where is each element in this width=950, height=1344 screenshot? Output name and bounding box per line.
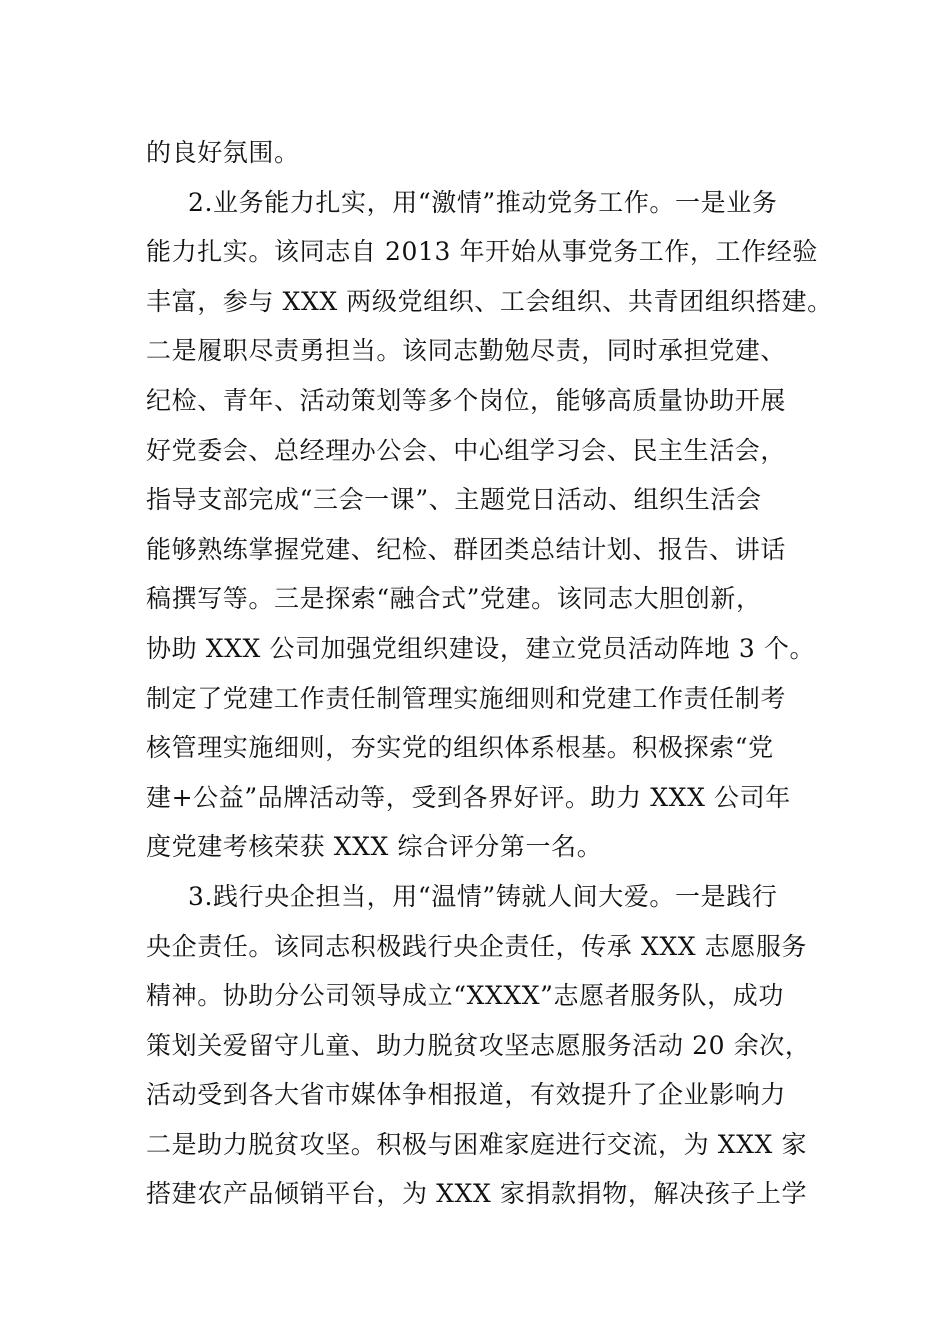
text-line: 核管理实施细则，夯实党的组织体系根基。积极探索“党: [146, 733, 774, 763]
text-line: 活动受到各大省市媒体争相报道，有效提升了企业影响力: [146, 1080, 787, 1110]
text-line: 策划关爱留守儿童、助力脱贫攻坚志愿服务活动 20 余次，: [146, 1030, 811, 1060]
text-line: 二是履职尽责勇担当。该同志勤勉尽责，同时承担党建、: [146, 336, 787, 366]
text-line: 丰富，参与 XXX 两级党组织、工会组织、共青团组织搭建。: [146, 286, 833, 316]
paragraph-heading-3: 3.践行央企担当，用“温情”铸就人间大爱。一是践行: [188, 881, 778, 911]
paragraph-heading-2: 2.业务能力扎实，用“激情”推动党务工作。一是业务: [188, 187, 778, 217]
text-line: 能够熟练掌握党建、纪检、群团类总结计划、报告、讲话: [146, 534, 787, 564]
text-line: 制定了党建工作责任制管理实施细则和党建工作责任制考: [146, 683, 787, 713]
text-line: 二是助力脱贫攻坚。积极与困难家庭进行交流，为 XXX 家: [146, 1129, 808, 1159]
text-line: 搭建农产品倾销平台，为 XXX 家捐款捐物，解决孩子上学: [146, 1179, 808, 1209]
text-line: 稿撰写等。三是探索“融合式”党建。该同志大胆创新，: [146, 584, 762, 614]
body-text: [146, 128, 833, 1219]
text-line: 建+公益”品牌活动等，受到各界好评。助力 XXX 公司年: [146, 782, 791, 812]
text-line: 精神。协助分公司领导成立“XXXX”志愿者服务队，成功: [146, 981, 784, 1011]
text-line: 央企责任。该同志积极践行央企责任，传承 XXX 志愿服务: [146, 931, 808, 961]
text-line: 指导支部完成“三会一课”、主题党日活动、组织生活会: [146, 485, 762, 515]
text-line: 纪检、青年、活动策划等多个岗位，能够高质量协助开展: [146, 385, 787, 415]
text-line: 好党委会、总经理办公会、中心组学习会、民主生活会，: [146, 435, 787, 465]
text-line: 的良好氛围。: [146, 138, 300, 167]
text-line: 度党建考核荣获 XXX 综合评分第一名。: [146, 832, 603, 862]
text-line: 协助 XXX 公司加强党组织建设，建立党员活动阵地 3 个。: [146, 633, 816, 663]
text-line: 能力扎实。该同志自 2013 年开始从事党务工作，工作经验: [146, 237, 818, 267]
